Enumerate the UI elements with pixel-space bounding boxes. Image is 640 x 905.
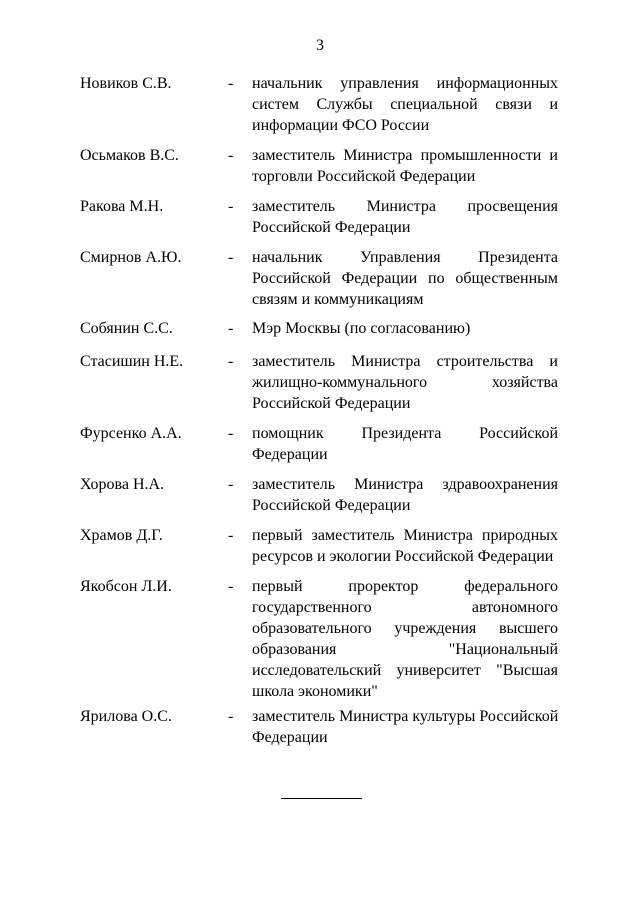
position-line: жилищно-коммунального хозяйства: [252, 374, 558, 391]
member-name: Новиков С.В.: [80, 75, 172, 92]
member-name: Фурсенко А.А.: [80, 425, 182, 442]
position-line: заместитель Министра культуры Российской: [252, 708, 559, 725]
member-name: Храмов Д.Г.: [80, 527, 163, 544]
member-name: Ракова М.Н.: [80, 198, 164, 215]
member-name: Хорова Н.А.: [80, 476, 165, 493]
position-line: школа экономики": [252, 683, 378, 700]
member-position: [252, 318, 558, 339]
member-position: [252, 351, 558, 414]
member-position: [252, 706, 558, 748]
dash: -: [228, 75, 234, 92]
member-position: [252, 576, 558, 702]
dash: -: [228, 353, 234, 370]
position-line: начальник управления информационных: [252, 75, 558, 92]
position-line: систем Службы специальной связи и: [252, 96, 558, 113]
member-position: [252, 145, 558, 187]
position-line: государственного автономного: [252, 599, 558, 616]
member-position: [252, 247, 558, 310]
position-line: информации ФСО России: [252, 117, 430, 134]
position-line: заместитель Министра строительства и: [252, 353, 558, 370]
position-line: торговли Российской Федерации: [252, 168, 476, 185]
dash: -: [228, 425, 234, 442]
member-position: [252, 474, 558, 516]
position-line: Федерации: [252, 446, 328, 463]
member-name: Смирнов А.Ю.: [80, 249, 182, 266]
position-line: помощник Президента Российской: [252, 425, 558, 442]
dash: -: [228, 249, 234, 266]
position-line: Российской Федерации: [252, 219, 411, 236]
member-name: Осьмаков В.С.: [80, 147, 179, 164]
dash: -: [228, 476, 234, 493]
member-name: Ярилова О.С.: [80, 708, 172, 725]
position-line: первый проректор федерального: [252, 578, 558, 595]
dash: -: [228, 578, 234, 595]
position-line: заместитель Министра промышленности и: [252, 147, 558, 164]
member-position: [252, 73, 558, 136]
position-line: ресурсов и экологии Российской Федерации: [252, 548, 554, 565]
dash: -: [228, 708, 234, 725]
member-name: Собянин С.С.: [80, 320, 173, 337]
end-rule: [281, 798, 362, 799]
member-position: [252, 525, 558, 567]
position-line: первый заместитель Министра природных: [252, 527, 558, 544]
position-line: заместитель Министра здравоохранения: [252, 476, 558, 493]
position-line: образования "Национальный: [252, 641, 558, 658]
member-name: Якобсон Л.И.: [80, 578, 172, 595]
dash: -: [228, 147, 234, 164]
position-line: начальник Управления Президента: [252, 249, 558, 266]
position-line: Федерации: [252, 729, 328, 746]
position-line: связям и коммуникациям: [252, 291, 424, 308]
position-line: Российской Федерации: [252, 497, 411, 514]
position-line: Мэр Москвы (по согласованию): [252, 320, 471, 337]
page-number: 3: [316, 37, 324, 54]
dash: -: [228, 527, 234, 544]
dash: -: [228, 198, 234, 215]
position-line: исследовательский университет "Высшая: [252, 662, 558, 679]
member-position: [252, 423, 558, 465]
member-name: Стасишин Н.Е.: [80, 353, 184, 370]
dash: -: [228, 320, 234, 337]
position-line: образовательного учреждения высшего: [252, 620, 558, 637]
member-position: [252, 196, 558, 238]
position-line: Российской Федерации: [252, 395, 411, 412]
position-line: заместитель Министра просвещения: [252, 198, 558, 215]
position-line: Российской Федерации по общественным: [252, 270, 558, 287]
